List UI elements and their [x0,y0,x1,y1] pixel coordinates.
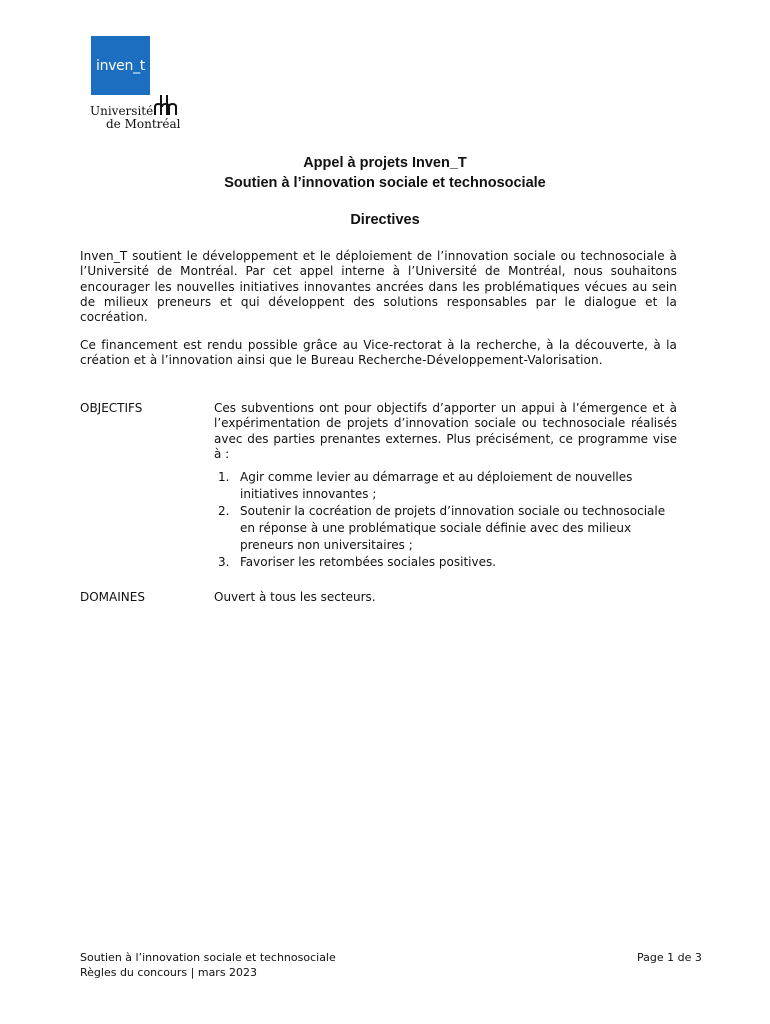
footer-line-1: Soutien à l’innovation sociale et technosociale [80,951,336,964]
intro-paragraph-2: Ce financement est rendu possible grâce au Vice-rectorat à la recherche, à la découverte, à la création et à l’innovation ainsi que le Bureau Recherche-Développement-Valorisation. [80,338,677,368]
domaines-label: DOMAINES [80,590,145,604]
list-item-text: Soutenir la cocréation de projets d’innovation sociale ou technosociale en réponse à une problématique sociale définie avec des milieux preneurs non universitaires ; [240,504,666,552]
list-item-text: Favoriser les retombées sociales positives. [240,555,497,569]
objectifs-label: OBJECTIFS [80,401,143,415]
inven-t-logo [91,36,150,95]
list-item [214,554,677,571]
intro-paragraph-1: Inven_T soutient le développement et le déploiement de l’innovation sociale ou technosociale à l’Université de Montréal. Par cet appel interne à l’Université de Montréal, nous souhaitons encourager les nouvelles initiatives innovantes ancrées dans les problématiques vécues au sein de milieux preneurs et qui développent des solutions responsables par le dialogue et la cocréation. [80,249,677,325]
list-item-number: 1. [218,470,230,484]
list-item-number: 3. [218,555,230,569]
university-name-line1: Université [90,104,154,118]
universite-de-montreal-logo [90,95,185,133]
document-subtitle: Soutien à l’innovation sociale et technosociale [224,175,546,191]
section-heading-directives: Directives [350,212,420,228]
list-item-text: Agir comme levier au démarrage et au déploiement de nouvelles initiatives innovantes ; [240,470,633,501]
footer-left [80,951,336,980]
list-item [214,503,677,554]
list-item-number: 2. [218,504,230,518]
page-number: Page 1 de 3 [637,951,702,964]
university-name-line2: de Montréal [106,117,181,131]
inven-t-logo-text: inven_t [96,57,145,74]
document-title: Appel à projets Inven_T [303,155,467,171]
domaines-text: Ouvert à tous les secteurs. [214,590,376,604]
university-mark-icon [154,95,178,117]
objectifs-intro: Ces subventions ont pour objectifs d’apporter un appui à l’émergence et à l’expérimentation de projets d’innovation sociale ou technosociale réalisés avec des parties prenantes externes. Plus précisément, ce programme vise à : [214,401,677,461]
list-item [214,469,677,503]
objectifs-list [214,469,677,571]
footer-line-2: Règles du concours | mars 2023 [80,965,258,979]
